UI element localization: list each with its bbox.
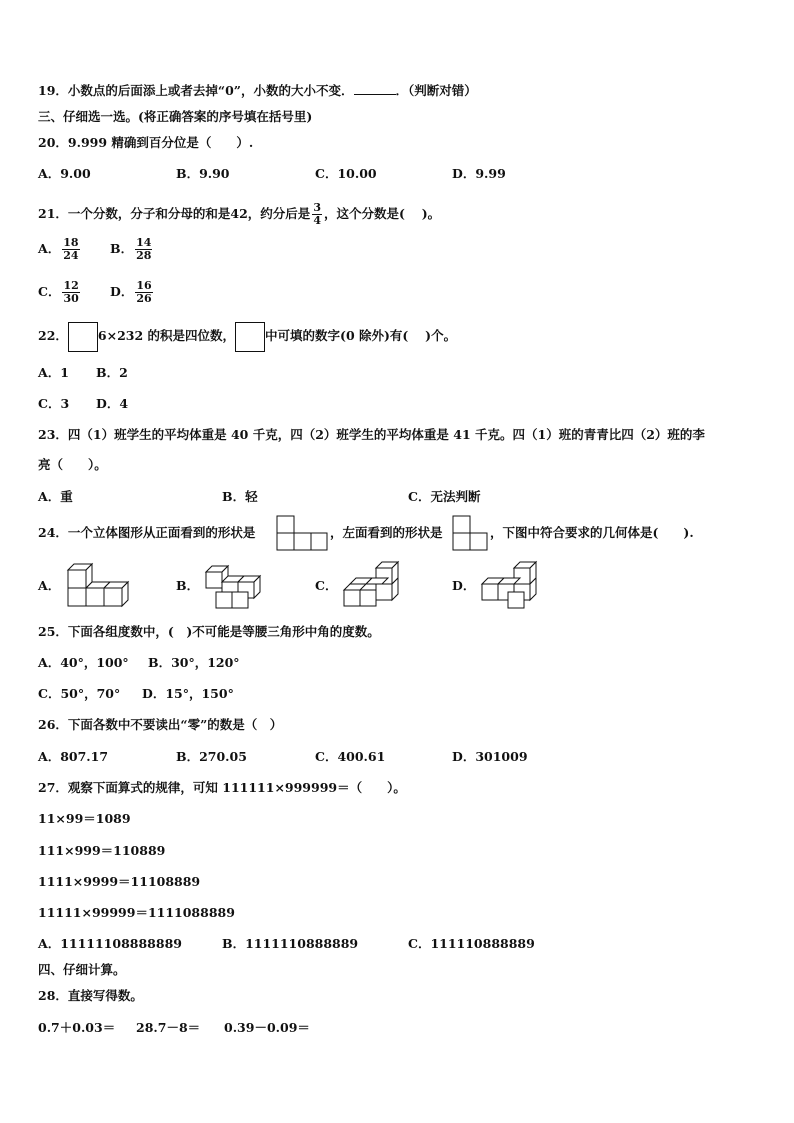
q28-item-3[interactable]: 0.39－0.09＝ [224, 1020, 310, 1035]
q24-line [38, 525, 255, 541]
q27-option-a[interactable]: A．11111108888889 [38, 936, 182, 951]
q27-pattern-line-1: 11×99＝1089 [38, 811, 131, 826]
q24-text-b: ，左面看到的形状是 [330, 525, 443, 540]
q23-line-2: 亮（ ）。 [38, 457, 107, 472]
q22-box-2[interactable] [235, 322, 265, 352]
q25-text: 下面各组度数中，( )不可能是等腰三角形中角的度数。 [67, 624, 380, 639]
q25-option-d[interactable]: D．15°，150° [142, 686, 234, 701]
q21-frac-denominator: 4 [313, 214, 321, 227]
q23-line-1 [38, 427, 705, 443]
q20-number: 20． [38, 135, 68, 150]
q21-frac-numerator: 3 [313, 201, 321, 214]
q21-option-c[interactable] [38, 280, 82, 305]
q19-text: 小数点的后面添上或者去掉“0”，小数的大小不变． [67, 83, 354, 98]
q24-option-c[interactable]: C． [315, 578, 338, 593]
q25-number: 25． [38, 624, 68, 639]
q26-text: 下面各数中不要读出“零”的数是（ ） [67, 717, 283, 732]
q20-text: 9.999 精确到百分位是（ ）. [67, 135, 254, 150]
q20-option-b[interactable]: B．9.90 [176, 166, 230, 181]
q21-fraction [312, 202, 322, 227]
q22-text-b: 中可填的数字(0 除外)有( )个。 [265, 328, 457, 343]
q27-pattern-line-3: 1111×9999＝11108889 [38, 874, 201, 889]
q21-option-d-fraction [135, 280, 152, 305]
q19-line [38, 82, 477, 99]
q21-option-b[interactable] [110, 237, 154, 262]
q27-line [38, 780, 406, 796]
q22-number: 22． [38, 328, 68, 343]
q27-option-b[interactable]: B．1111110888889 [222, 936, 359, 951]
q25-option-c[interactable]: C．50°，70° [38, 686, 121, 701]
q21-option-b-denominator: 28 [136, 249, 152, 262]
q21-text-pre: 一个分数，分子和分母的和是42，约分后是 [67, 206, 311, 221]
q28-text: 直接写得数。 [67, 988, 143, 1003]
q20-line [38, 135, 253, 151]
q19-number: 19． [38, 83, 68, 98]
q22-option-c[interactable]: C．3 [38, 396, 70, 411]
q24-option-a-cubes-icon [66, 562, 136, 608]
q28-item-1[interactable]: 0.7＋0.03＝ [38, 1020, 116, 1035]
q28-number: 28． [38, 988, 68, 1003]
q21-option-d[interactable] [110, 280, 155, 305]
q27-option-c[interactable]: C．111110888889 [408, 936, 535, 951]
q26-number: 26． [38, 717, 68, 732]
q22-option-a[interactable]: A．1 [38, 365, 69, 380]
q21-option-a-label: A． [38, 241, 61, 256]
q24-text-c: ，下图中符合要求的几何体是( ). [490, 525, 694, 540]
q22-option-b[interactable]: B．2 [96, 365, 128, 380]
section-3-heading: 三、仔细选一选。(将正确答案的序号填在括号里) [38, 109, 313, 124]
q20-option-d[interactable]: D．9.99 [452, 166, 506, 181]
q21-option-b-fraction [135, 237, 152, 262]
q26-option-a[interactable]: A．807.17 [38, 749, 109, 764]
q21-line [38, 202, 440, 227]
q27-pattern-line-2: 111×999＝110889 [38, 843, 166, 858]
q28-line [38, 988, 143, 1004]
q23-number: 23． [38, 427, 68, 442]
q21-option-c-fraction [62, 280, 79, 305]
q21-option-c-label: C． [38, 284, 61, 299]
q22-line [38, 321, 456, 352]
q26-option-b[interactable]: B．270.05 [176, 749, 247, 764]
q24-left-view-figure [452, 515, 488, 551]
q23-option-b[interactable]: B．轻 [222, 489, 258, 504]
q21-option-d-label: D． [110, 284, 134, 299]
q21-option-d-denominator: 26 [136, 292, 152, 305]
q26-option-d[interactable]: D．301009 [452, 749, 528, 764]
q23-option-a[interactable]: A．重 [38, 489, 73, 504]
q21-option-c-numerator: 12 [63, 279, 79, 292]
q27-number: 27． [38, 780, 68, 795]
q27-pattern-line-4: 11111×99999＝1111088889 [38, 905, 235, 920]
q24-front-view-figure [276, 515, 328, 551]
q21-option-a[interactable] [38, 237, 82, 262]
q21-option-a-fraction [62, 237, 79, 262]
q23-option-c[interactable]: C．无法判断 [408, 489, 481, 504]
q21-text-post: ，这个分数是( )。 [323, 206, 441, 221]
q24-option-b-cubes-icon [202, 562, 268, 612]
q22-option-d[interactable]: D．4 [96, 396, 129, 411]
q21-option-b-numerator: 14 [136, 236, 152, 249]
q28-item-2[interactable]: 28.7－8＝ [136, 1020, 201, 1035]
q25-option-b[interactable]: B．30°，120° [148, 655, 240, 670]
q21-option-c-denominator: 30 [63, 292, 79, 305]
q26-line [38, 717, 282, 733]
q21-option-a-numerator: 18 [63, 236, 79, 249]
q22-text-a: 6×232 的积是四位数， [97, 328, 236, 343]
q22-box-1[interactable] [68, 322, 98, 352]
q19-tail: ．（判断对错） [395, 83, 477, 98]
q21-option-b-label: B． [110, 241, 134, 256]
q24-option-a[interactable]: A． [38, 578, 61, 593]
q26-option-c[interactable]: C．400.61 [315, 749, 386, 764]
q24-option-d-cubes-icon [478, 560, 544, 610]
q24-number: 24． [38, 525, 68, 540]
section-4-heading: 四、仔细计算。 [38, 962, 126, 977]
q21-number: 21． [38, 206, 68, 221]
q24-text-a: 一个立体图形从正面看到的形状是 [67, 525, 256, 540]
q24-option-c-cubes-icon [342, 560, 408, 610]
q23-text-line-1: 四（1）班学生的平均体重是 40 千克，四（2）班学生的平均体重是 41 千克。四（1）班的青青比四（2）班的李 [67, 427, 705, 442]
q25-option-a[interactable]: A．40°，100° [38, 655, 129, 670]
q21-option-d-numerator: 16 [136, 279, 152, 292]
q25-line [38, 624, 380, 640]
q21-option-a-denominator: 24 [63, 249, 79, 262]
q19-answer-blank[interactable] [354, 82, 396, 95]
q20-option-c[interactable]: C．10.00 [315, 166, 377, 181]
q24-option-d[interactable]: D． [452, 578, 476, 593]
q24-option-b[interactable]: B． [176, 578, 200, 593]
q27-text: 观察下面算式的规律，可知 111111×999999＝（ ）。 [67, 780, 406, 795]
q20-option-a[interactable]: A．9.00 [38, 166, 91, 181]
